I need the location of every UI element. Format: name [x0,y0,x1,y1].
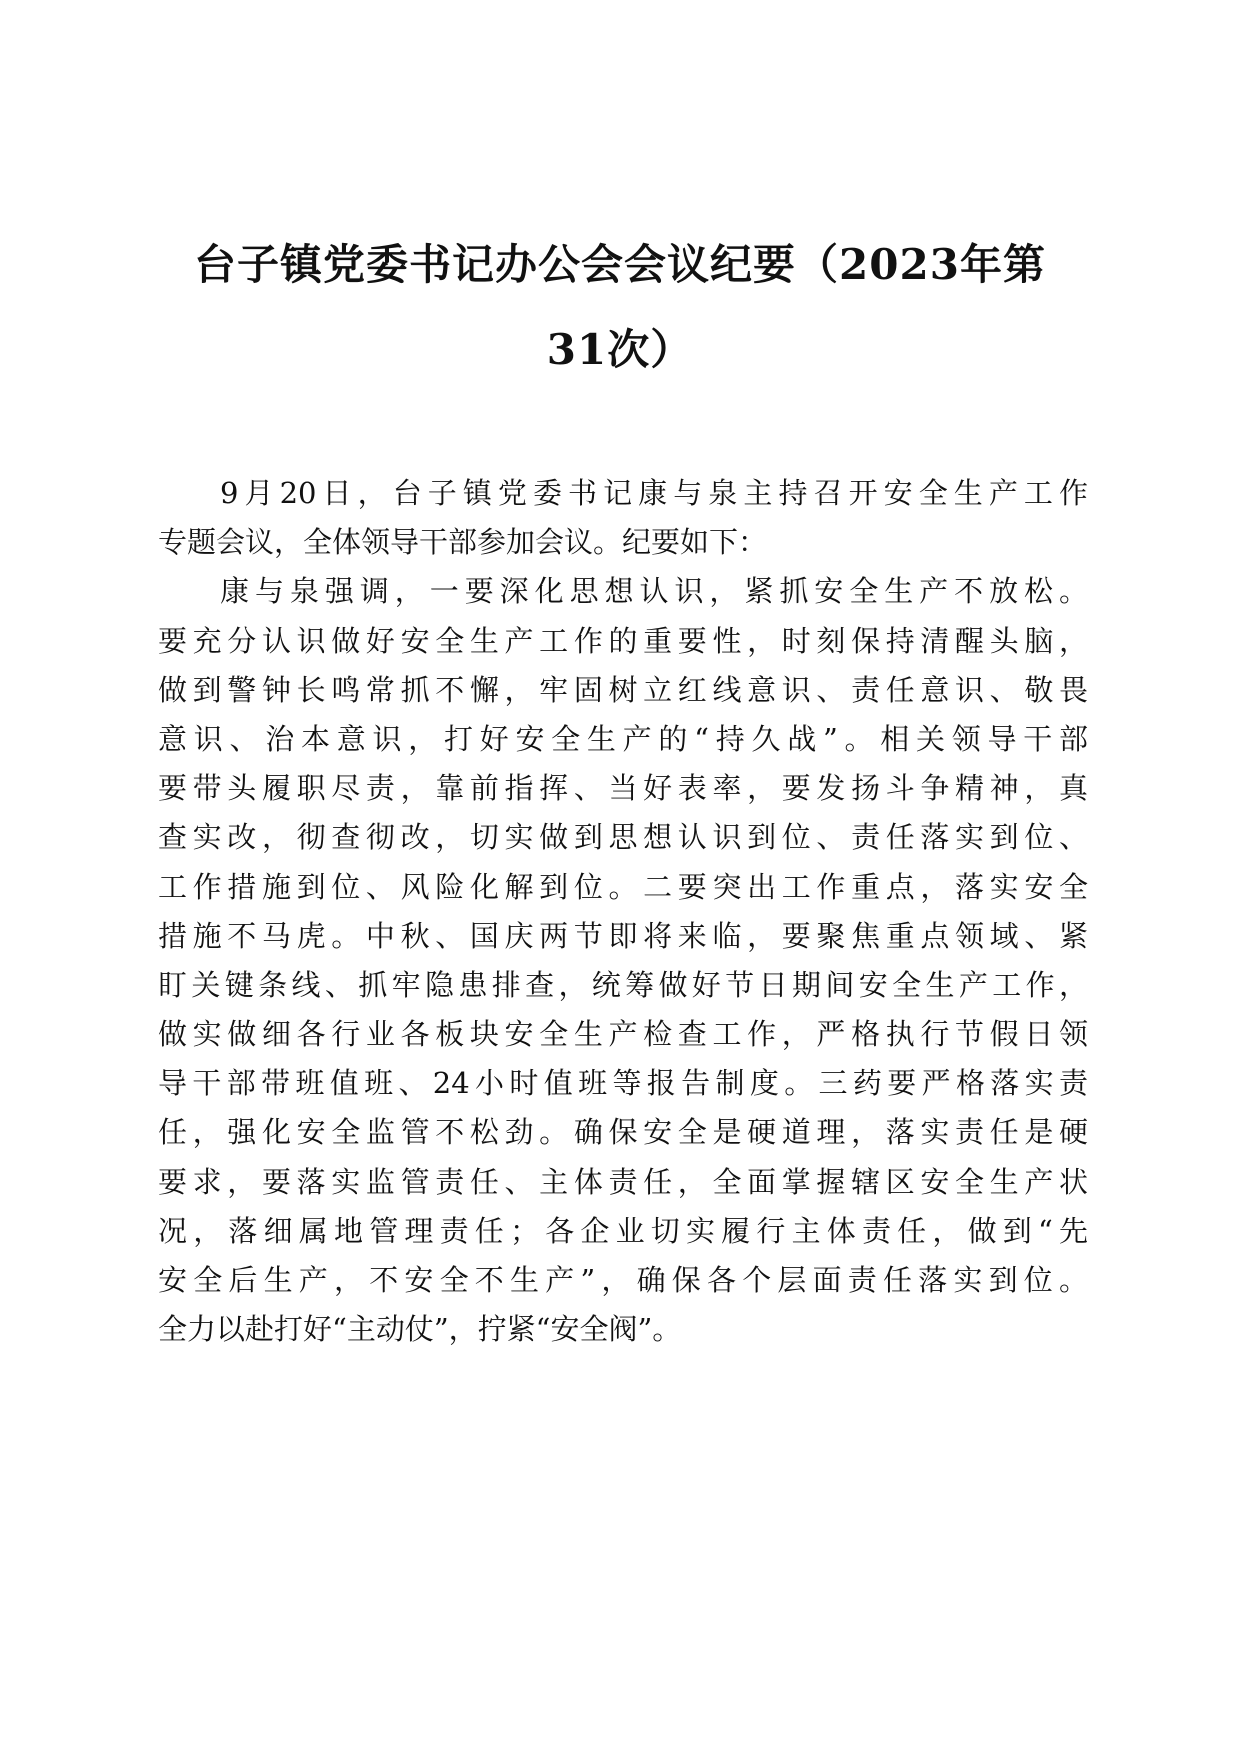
title-line: 台子镇党委书记办公会会议纪要（2023年第 [194,240,1046,289]
paragraph-line: 做到警钟长鸣常抓不懈，牢固树立红线意识、责任意识、敬畏 [158,672,1088,707]
paragraph-line: 要带头履职尽责，靠前指挥、当好表率，要发扬斗争精神，真 [158,771,1088,806]
paragraph-line: 康与泉强调，一要深化思想认识，紧抓安全生产不放松。 [220,574,1088,609]
paragraph-line: 任，强化安全监管不松劲。确保安全是硬道理，落实责任是硬 [158,1115,1088,1150]
paragraph-line: 导干部带班值班、24小时值班等报告制度。三药要严格落实责 [158,1066,1088,1101]
document-title [160,222,1080,392]
paragraph-line: 况，落细属地管理责任；各企业切实履行主体责任，做到“先 [158,1213,1088,1248]
paragraph-line: 工作措施到位、风险化解到位。二要突出工作重点，落实安全 [158,869,1088,904]
paragraph-line: 盯关键条线、抓牢隐患排查，统筹做好节日期间安全生产工作， [158,967,1088,1002]
title-line: 31次） [546,325,694,374]
paragraph-intro [158,469,1088,567]
paragraph-line: 安全后生产，不安全不生产”，确保各个层面责任落实到位。 [158,1263,1088,1297]
paragraph-line: 做实做细各行业各板块安全生产检查工作，严格执行节假日领 [158,1017,1088,1052]
paragraph-main [158,567,1088,1354]
paragraph-line: 要充分认识做好安全生产工作的重要性，时刻保持清醒头脑， [158,623,1088,658]
paragraph-line: 要求，要落实监管责任、主体责任，全面掌握辖区安全生产状 [158,1164,1088,1199]
paragraph-line: 意识、治本意识，打好安全生产的“持久战”。相关领导干部 [158,721,1088,756]
paragraph-line: 专题会议，全体领导干部参加会议。纪要如下： [158,525,768,560]
paragraph-line: 查实改，彻查彻改，切实做到思想认识到位、责任落实到位、 [158,820,1088,855]
document-body [158,469,1088,1354]
paragraph-line: 全力以赴打好“主动仗”，拧紧“安全阀”。 [158,1312,682,1347]
paragraph-line: 9月20日，台子镇党委书记康与泉主持召开安全生产工作 [220,476,1088,510]
paragraph-line: 措施不马虎。中秋、国庆两节即将来临，要聚焦重点领域、紧 [158,918,1088,953]
